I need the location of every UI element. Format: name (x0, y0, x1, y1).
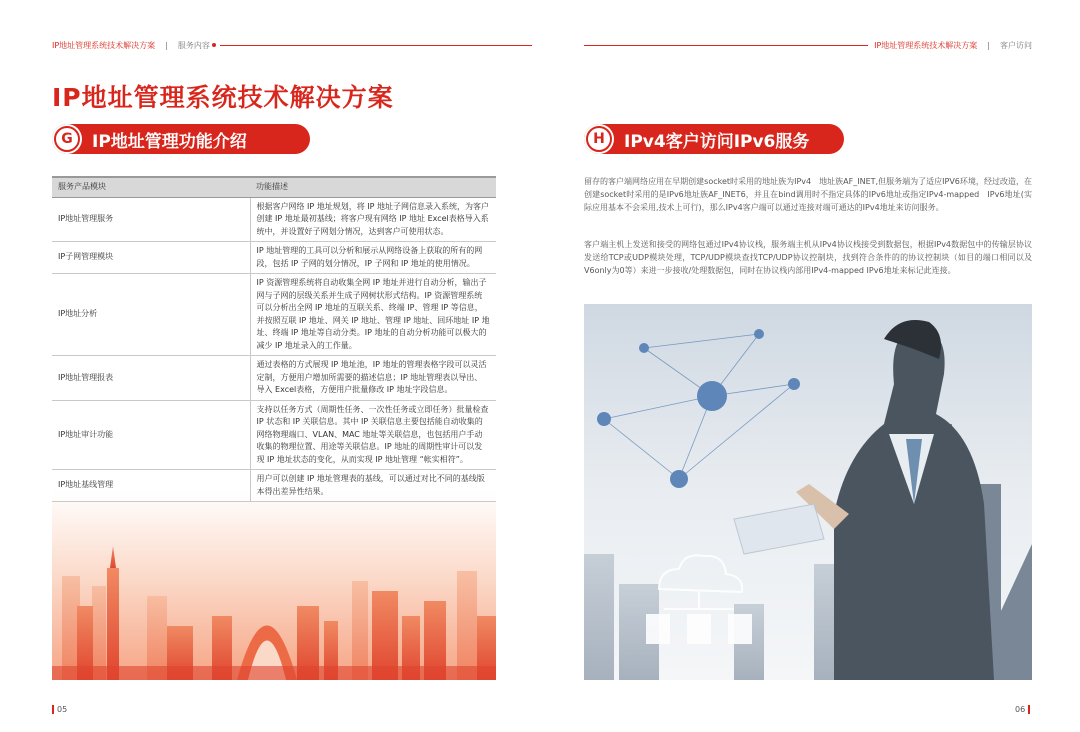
description-cell: IP 资源管理系统将自动收集全网 IP 地址并进行自动分析，输出子网与子网的层级关系并生成子网树状形式结构。IP 资源管理系统可以分析出全网 IP 地址的互联关系、终端 IP、管理 IP 等信息，并按照互联 IP 地址、网关 IP 地址、管理 IP 地址、回环地址 IP 地址、终端 IP 地址等自动分类。IP 地址的自动分析功能可以极大的减少 IP 地址录入的工作量。 (250, 274, 496, 356)
header-rule (220, 45, 532, 46)
module-cell: IP地址管理报表 (52, 356, 250, 401)
description-cell: 根据客户网络 IP 地址规划，将 IP 地址子网信息录入系统，为客户创建 IP 地址最初基线；将客户现有网络 IP 地址 Excel表格导入系统中，并设置好子网划分情况，达到客户可使用状态。 (250, 197, 496, 242)
section-badge: H (586, 126, 612, 152)
table-row (52, 274, 496, 356)
running-header-right (584, 38, 1032, 52)
module-cell: IP地址基线管理 (52, 470, 250, 502)
description-cell: 支持以任务方式（周期性任务、一次性任务或立即任务）批量检查 IP 状态和 IP 关联信息。其中 IP 关联信息主要包括能自动收集的网络物理端口、VLAN、MAC 地址等关联信息，也包括用户手动收集的物理位置、用途等关联信息。IP 地址的周期性审计可以发现 IP 地址状态的变化，从而实现 IP 地址管理 “帐实相符”。 (250, 400, 496, 470)
header-dot (212, 43, 216, 47)
feature-table-panel (52, 176, 496, 680)
table-row (52, 197, 496, 242)
header-doc-title: IP地址管理系统技术解决方案 (874, 40, 978, 50)
section-heading-h (584, 124, 844, 154)
header-section: 客户访问 (1000, 40, 1032, 50)
section-title: IP地址管理功能介绍 (92, 131, 247, 152)
body-paragraph: 留存的客户端网络应用在早期创建socket时采用的地址族为IPv4 地址族AF_INET,但服务端为了适应IPV6环境，经过改造，在创建socket时采用的是IPv6地址族AF_INET6，并且在bind调用时不指定具体的IPv6地址或指定IPv4-mapped IPv6地址(实际应用基本不会采用,技术上可行)，那么IPv4客户端可以通过连接对端可通达的IPv4地址来访问服务。 (584, 177, 1032, 212)
page-number-left (52, 705, 67, 714)
section-badge: G (54, 126, 80, 152)
table-row (52, 242, 496, 274)
body-paragraph: 客户端主机上发送和接受的网络包通过IPv4协议栈，服务端主机从IPv4协议栈接受到数据包，根据IPv4数据包中的传输层协议发送给TCP或UDP模块处理，TCP/UDP模块查找TCP/UDP协议控制块，找到符合条件的的协议控制块（如目的端口相同以及V6only为0等）来进一步接收/处理数据包，同时在协议栈内部用IPv4-mapped IPv6地址来标记此连接。 (584, 240, 1032, 275)
business-network-photo (584, 304, 1032, 680)
page-number-marker (1028, 705, 1030, 714)
page-number: 05 (57, 705, 68, 714)
header-section: 服务内容 (177, 40, 210, 50)
section-heading-g (52, 124, 310, 154)
header-separator: | (165, 40, 168, 50)
page-number-right (1015, 705, 1030, 714)
column-header: 功能描述 (250, 177, 496, 197)
table-row (52, 356, 496, 401)
description-cell: 用户可以创建 IP 地址管理表的基线，可以通过对比不同的基线版本得出差异性结果。 (250, 470, 496, 502)
page-number-marker (52, 705, 54, 714)
module-cell: IP地址审计功能 (52, 400, 250, 470)
page-number: 06 (1015, 705, 1026, 714)
module-cell: IP子网管理模块 (52, 242, 250, 274)
header-separator: | (987, 40, 990, 50)
header-rule (584, 45, 868, 46)
table-header-row (52, 177, 496, 197)
description-cell: IP 地址管理的工具可以分析和展示从网络设备上获取的所有的网段，包括 IP 子网的划分情况，IP 子网和 IP 地址的使用情况。 (250, 242, 496, 274)
header-doc-title: IP地址管理系统技术解决方案 (52, 40, 156, 50)
column-header: 服务产品模块 (52, 177, 250, 197)
feature-table (52, 176, 496, 502)
table-row (52, 400, 496, 470)
module-cell: IP地址分析 (52, 274, 250, 356)
page-title: IP地址管理系统技术解决方案 (52, 83, 394, 112)
description-cell: 通过表格的方式展现 IP 地址池，IP 地址的管理表格字段可以灵活定制，方便用户增加所需要的描述信息；IP 地址管理表以导出、导入 Excel表格，方便用户批量修改 IP 地址字段信息。 (250, 356, 496, 401)
module-cell: IP地址管理服务 (52, 197, 250, 242)
table-row (52, 470, 496, 502)
running-header-left (52, 38, 532, 52)
section-title: IPv4客户访问IPv6服务 (624, 131, 810, 152)
